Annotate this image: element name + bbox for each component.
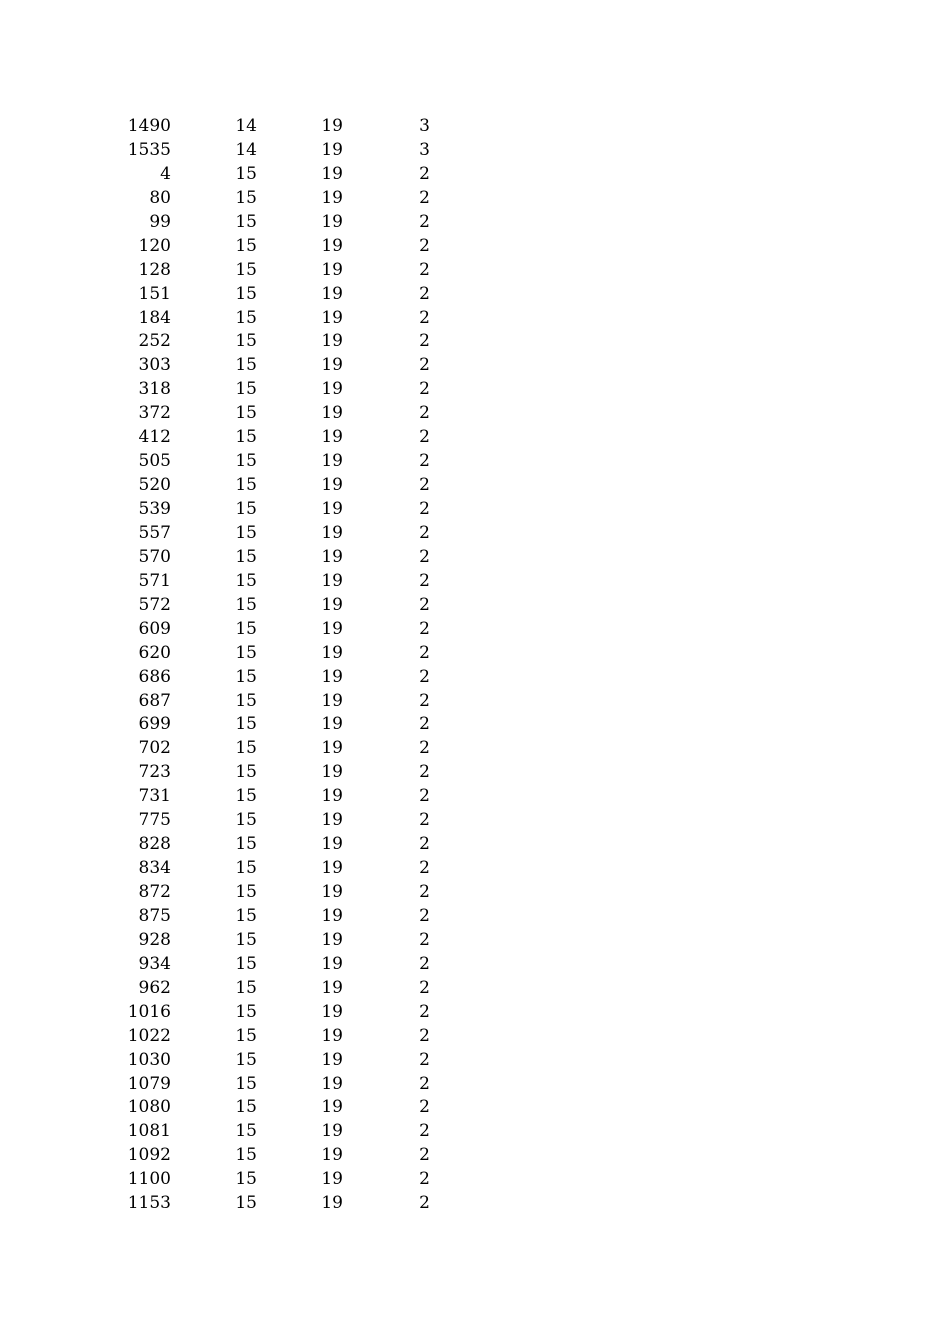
table-row (0, 618, 950, 642)
table-row (0, 761, 950, 785)
table-row (0, 642, 950, 666)
table-cell: 15 (235, 522, 257, 543)
table-cell: 15 (235, 929, 257, 950)
table-cell: 2 (419, 786, 430, 807)
table-cell: 3 (419, 116, 430, 136)
table-cell: 2 (419, 355, 430, 376)
table-cell: 2 (419, 810, 430, 831)
table-cell: 19 (321, 307, 343, 328)
table-cell: 15 (235, 1073, 257, 1094)
table-cell: 15 (235, 1001, 257, 1022)
table-cell: 15 (235, 642, 257, 663)
table-cell: 15 (235, 427, 257, 448)
table-cell: 2 (419, 1145, 430, 1166)
table-cell: 557 (138, 522, 171, 543)
table-cell: 128 (138, 259, 171, 280)
table-cell: 15 (235, 810, 257, 831)
table-cell: 1535 (127, 139, 171, 160)
table-cell: 2 (419, 522, 430, 543)
table-cell: 15 (235, 1025, 257, 1046)
table-cell: 1100 (127, 1169, 171, 1190)
table-cell: 620 (138, 642, 171, 663)
table-cell: 723 (138, 762, 171, 783)
table-cell: 15 (235, 690, 257, 711)
table-cell: 1092 (127, 1145, 171, 1166)
table-cell: 3 (419, 139, 430, 160)
table-cell: 19 (321, 1073, 343, 1094)
table-cell: 19 (321, 522, 343, 543)
table-cell: 19 (321, 618, 343, 639)
table-cell: 4 (160, 163, 171, 184)
table-row (0, 905, 950, 929)
table-cell: 15 (235, 570, 257, 591)
table-cell: 15 (235, 331, 257, 352)
table-cell: 2 (419, 1169, 430, 1190)
table-cell: 2 (419, 1001, 430, 1022)
table-row (0, 713, 950, 737)
table-row (0, 857, 950, 881)
table-cell: 2 (419, 762, 430, 783)
table-cell: 875 (138, 905, 171, 926)
data-table (0, 115, 950, 1216)
table-cell: 2 (419, 642, 430, 663)
table-cell: 2 (419, 187, 430, 208)
table-cell: 19 (321, 882, 343, 902)
table-cell: 19 (321, 475, 343, 496)
table-cell: 15 (235, 235, 257, 256)
table-cell: 2 (419, 427, 430, 448)
table-row (0, 977, 950, 1001)
table-cell: 1080 (127, 1097, 171, 1118)
table-cell: 19 (321, 690, 343, 711)
table-cell: 19 (321, 666, 343, 687)
table-row (0, 785, 950, 809)
table-row (0, 690, 950, 714)
table-row (0, 666, 950, 690)
table-cell: 2 (419, 666, 430, 687)
table-cell: 19 (321, 858, 343, 879)
table-cell: 2 (419, 1025, 430, 1046)
table-cell: 19 (321, 163, 343, 184)
table-cell: 2 (419, 235, 430, 256)
table-cell: 19 (321, 929, 343, 950)
table-cell: 19 (321, 1049, 343, 1070)
table-cell: 2 (419, 211, 430, 232)
table-cell: 19 (321, 235, 343, 256)
table-cell: 15 (235, 1193, 257, 1214)
table-cell: 2 (419, 331, 430, 352)
table-cell: 2 (419, 1049, 430, 1070)
table-cell: 520 (138, 475, 171, 496)
table-cell: 15 (235, 905, 257, 926)
table-cell: 19 (321, 1169, 343, 1190)
table-cell: 19 (321, 1097, 343, 1118)
table-cell: 19 (321, 499, 343, 519)
table-cell: 1153 (127, 1193, 171, 1214)
table-cell: 99 (149, 211, 171, 232)
table-row (0, 354, 950, 378)
table-cell: 1079 (127, 1073, 171, 1094)
table-row (0, 1120, 950, 1144)
table-row (0, 259, 950, 283)
table-row (0, 1168, 950, 1192)
table-row (0, 235, 950, 259)
table-row (0, 139, 950, 163)
table-cell: 2 (419, 594, 430, 615)
table-cell: 19 (321, 403, 343, 424)
table-cell: 2 (419, 163, 430, 184)
table-cell: 19 (321, 1121, 343, 1142)
table-cell: 151 (138, 283, 171, 304)
table-cell: 184 (138, 307, 171, 328)
table-cell: 928 (138, 929, 171, 950)
table-cell: 2 (419, 451, 430, 472)
table-cell: 19 (321, 1025, 343, 1046)
table-cell: 15 (235, 259, 257, 280)
table-cell: 15 (235, 211, 257, 232)
table-cell: 834 (138, 858, 171, 879)
table-cell: 19 (321, 355, 343, 376)
table-row (0, 283, 950, 307)
table-cell: 539 (138, 499, 171, 519)
table-cell: 2 (419, 379, 430, 400)
table-cell: 2 (419, 475, 430, 496)
table-cell: 2 (419, 882, 430, 902)
table-cell: 15 (235, 1097, 257, 1118)
table-row (0, 498, 950, 522)
table-cell: 15 (235, 762, 257, 783)
table-cell: 15 (235, 858, 257, 879)
table-row (0, 330, 950, 354)
table-cell: 2 (419, 690, 430, 711)
table-cell: 572 (138, 594, 171, 615)
table-cell: 2 (419, 1193, 430, 1214)
table-cell: 699 (138, 714, 171, 735)
table-cell: 19 (321, 211, 343, 232)
table-cell: 15 (235, 379, 257, 400)
table-cell: 1022 (127, 1025, 171, 1046)
table-cell: 2 (419, 929, 430, 950)
table-cell: 19 (321, 283, 343, 304)
table-cell: 2 (419, 714, 430, 735)
table-cell: 15 (235, 546, 257, 567)
table-cell: 2 (419, 738, 430, 759)
table-cell: 19 (321, 786, 343, 807)
table-cell: 609 (138, 618, 171, 639)
table-cell: 19 (321, 427, 343, 448)
table-cell: 15 (235, 451, 257, 472)
table-cell: 686 (138, 666, 171, 687)
table-cell: 19 (321, 331, 343, 352)
table-cell: 15 (235, 355, 257, 376)
table-cell: 15 (235, 1145, 257, 1166)
table-cell: 2 (419, 307, 430, 328)
table-cell: 19 (321, 594, 343, 615)
table-cell: 2 (419, 283, 430, 304)
table-cell: 2 (419, 977, 430, 998)
table-row (0, 737, 950, 761)
table-cell: 1030 (127, 1049, 171, 1070)
table-row (0, 881, 950, 905)
table-cell: 15 (235, 187, 257, 208)
table-cell: 19 (321, 451, 343, 472)
table-row (0, 1192, 950, 1216)
table-cell: 19 (321, 259, 343, 280)
table-cell: 318 (138, 379, 171, 400)
table-cell: 2 (419, 259, 430, 280)
table-cell: 15 (235, 1169, 257, 1190)
table-cell: 19 (321, 738, 343, 759)
table-cell: 15 (235, 499, 257, 519)
table-cell: 15 (235, 307, 257, 328)
table-row (0, 809, 950, 833)
table-cell: 15 (235, 1121, 257, 1142)
table-cell: 962 (138, 977, 171, 998)
table-cell: 19 (321, 714, 343, 735)
table-cell: 19 (321, 570, 343, 591)
table-row (0, 1144, 950, 1168)
table-cell: 2 (419, 499, 430, 519)
table-cell: 15 (235, 475, 257, 496)
table-cell: 19 (321, 905, 343, 926)
table-row (0, 570, 950, 594)
table-row (0, 378, 950, 402)
table-cell: 2 (419, 1073, 430, 1094)
table-cell: 15 (235, 163, 257, 184)
table-cell: 15 (235, 714, 257, 735)
table-cell: 14 (235, 139, 257, 160)
table-cell: 19 (321, 977, 343, 998)
table-cell: 15 (235, 403, 257, 424)
table-cell: 934 (138, 953, 171, 974)
table-row (0, 450, 950, 474)
table-cell: 570 (138, 546, 171, 567)
table-row (0, 833, 950, 857)
table-cell: 120 (138, 235, 171, 256)
table-cell: 2 (419, 570, 430, 591)
table-row (0, 1049, 950, 1073)
table-cell: 505 (138, 451, 171, 472)
table-cell: 2 (419, 546, 430, 567)
table-row (0, 211, 950, 235)
table-row (0, 1001, 950, 1025)
table-cell: 15 (235, 738, 257, 759)
table-cell: 19 (321, 953, 343, 974)
table-row (0, 1096, 950, 1120)
table-cell: 15 (235, 953, 257, 974)
table-cell: 14 (235, 116, 257, 136)
table-cell: 15 (235, 786, 257, 807)
table-cell: 19 (321, 139, 343, 160)
table-cell: 1490 (127, 116, 171, 136)
table-row (0, 522, 950, 546)
table-cell: 1081 (127, 1121, 171, 1142)
table-cell: 15 (235, 283, 257, 304)
table-cell: 80 (149, 187, 171, 208)
table-cell: 2 (419, 953, 430, 974)
table-row (0, 929, 950, 953)
table-cell: 15 (235, 977, 257, 998)
table-cell: 2 (419, 858, 430, 879)
table-row (0, 115, 950, 139)
table-cell: 15 (235, 594, 257, 615)
table-cell: 19 (321, 1145, 343, 1166)
table-cell: 687 (138, 690, 171, 711)
table-cell: 15 (235, 666, 257, 687)
table-cell: 2 (419, 905, 430, 926)
table-cell: 19 (321, 1193, 343, 1214)
table-row (0, 1073, 950, 1097)
table-cell: 2 (419, 1121, 430, 1142)
table-cell: 19 (321, 379, 343, 400)
table-cell: 775 (138, 810, 171, 831)
table-cell: 19 (321, 762, 343, 783)
table-cell: 2 (419, 618, 430, 639)
table-row (0, 594, 950, 618)
table-cell: 2 (419, 403, 430, 424)
table-cell: 15 (235, 834, 257, 855)
table-cell: 19 (321, 810, 343, 831)
table-cell: 19 (321, 116, 343, 136)
table-cell: 2 (419, 1097, 430, 1118)
table-cell: 19 (321, 834, 343, 855)
table-cell: 19 (321, 187, 343, 208)
table-cell: 731 (138, 786, 171, 807)
table-cell: 372 (138, 403, 171, 424)
table-cell: 15 (235, 882, 257, 902)
table-row (0, 307, 950, 331)
table-cell: 2 (419, 834, 430, 855)
table-cell: 15 (235, 1049, 257, 1070)
table-row (0, 187, 950, 211)
table-row (0, 402, 950, 426)
table-cell: 828 (138, 834, 171, 855)
table-cell: 412 (138, 427, 171, 448)
table-cell: 15 (235, 618, 257, 639)
table-cell: 19 (321, 546, 343, 567)
table-row (0, 163, 950, 187)
table-cell: 1016 (127, 1001, 171, 1022)
table-row (0, 953, 950, 977)
table-cell: 19 (321, 1001, 343, 1022)
table-cell: 872 (138, 882, 171, 902)
table-row (0, 426, 950, 450)
table-cell: 252 (138, 331, 171, 352)
table-cell: 571 (138, 570, 171, 591)
table-row (0, 474, 950, 498)
table-cell: 19 (321, 642, 343, 663)
table-cell: 303 (138, 355, 171, 376)
table-row (0, 546, 950, 570)
table-row (0, 1025, 950, 1049)
table-cell: 702 (138, 738, 171, 759)
